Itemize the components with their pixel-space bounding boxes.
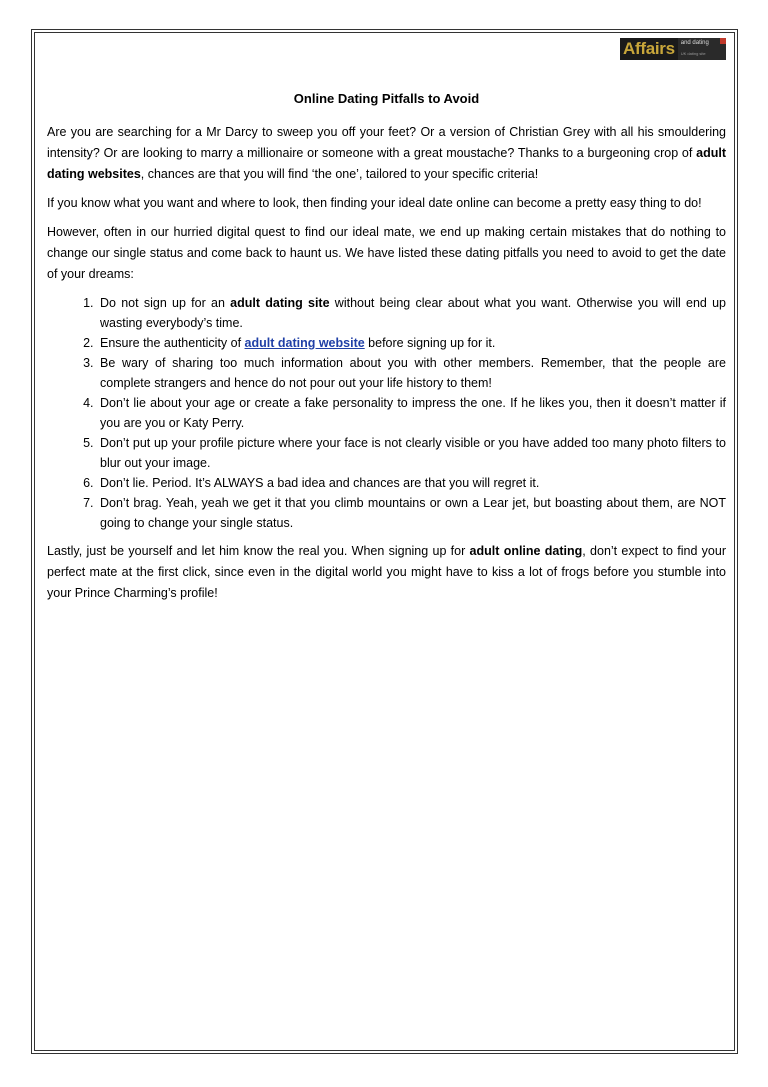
paragraph-3: However, often in our hurried digital quest to find our ideal mate, we end up making certain mistakes that do nothing to change our single status and come back to haunt us. We have listed these dating pitfalls you need to avoid to get the date of your dreams: — [47, 225, 726, 281]
document-body — [47, 88, 726, 612]
intro-text: Are you are searching for a Mr Darcy to sweep you off your feet? Or a version of Christian Grey with all his smouldering intensity? Or are looking to marry a millionaire or someone with a great moustache? Thanks to a burgeoning crop of — [47, 125, 726, 160]
intro-bold: adult dating websites — [47, 146, 726, 181]
closing-paragraph — [47, 541, 726, 604]
paragraph-2: If you know what you want and where to look, then finding your ideal date online can become a pretty easy thing to do! — [47, 196, 702, 210]
list-item — [97, 333, 726, 353]
page-title: Online Dating Pitfalls to Avoid — [293, 91, 480, 106]
closing-text-after: , don’t expect to find your perfect mate at the first click, since even in the digital world you might have to kiss a lot of frogs before you stumble into your Prince Charming’s profile! — [47, 544, 726, 600]
list-item: 3. Be wary of sharing too much information about you with other members. Remember, that the people are complete strangers and hence do not pour out your life history to them! — [97, 353, 726, 393]
logo-sub-text: UK dating site — [680, 51, 706, 56]
logo-side — [678, 38, 726, 60]
logo-side-text: and dating — [680, 40, 709, 46]
pitfalls-list — [47, 293, 726, 533]
logo-tag-icon — [720, 38, 726, 44]
logo-main-text: Affairs — [620, 38, 678, 60]
adult-dating-website-link[interactable]: adult dating website — [244, 336, 365, 350]
closing-text: Lastly, just be yourself and let him know the real you. When signing up for — [47, 544, 470, 558]
list-item: 6. Don’t lie. Period. It’s ALWAYS a bad idea and chances are that you will regret it. — [97, 473, 726, 493]
intro-paragraph — [47, 122, 726, 185]
list-item: 5. Don’t put up your profile picture where your face is not clearly visible or you have added too many photo filters to blur out your image. — [97, 433, 726, 473]
list-item-1-bold: adult dating site — [230, 296, 330, 310]
affairs-and-dating-logo — [620, 38, 726, 60]
list-item-2-text-after: before signing up for it. — [364, 336, 496, 350]
list-item-1-text: Do not sign up for an — [100, 296, 231, 310]
list-item-2-text: Ensure the authenticity of — [100, 336, 245, 350]
intro-text-after: , chances are that you will find ‘the one’, tailored to your specific criteria! — [140, 167, 539, 181]
closing-bold: adult online dating — [469, 544, 583, 558]
list-item: 7. Don’t brag. Yeah, yeah we get it that you climb mountains or own a Lear jet, but boasting about them, are NOT going to change your single status. — [97, 493, 726, 533]
list-item-1-text-after: without being clear about what you want. Otherwise you will end up wasting everybody’s time. — [100, 296, 727, 330]
list-item: 4. Don’t lie about your age or create a fake personality to impress the one. If he likes you, then it doesn’t matter if you are you or Katy Perry. — [97, 393, 726, 433]
list-item — [97, 293, 726, 333]
